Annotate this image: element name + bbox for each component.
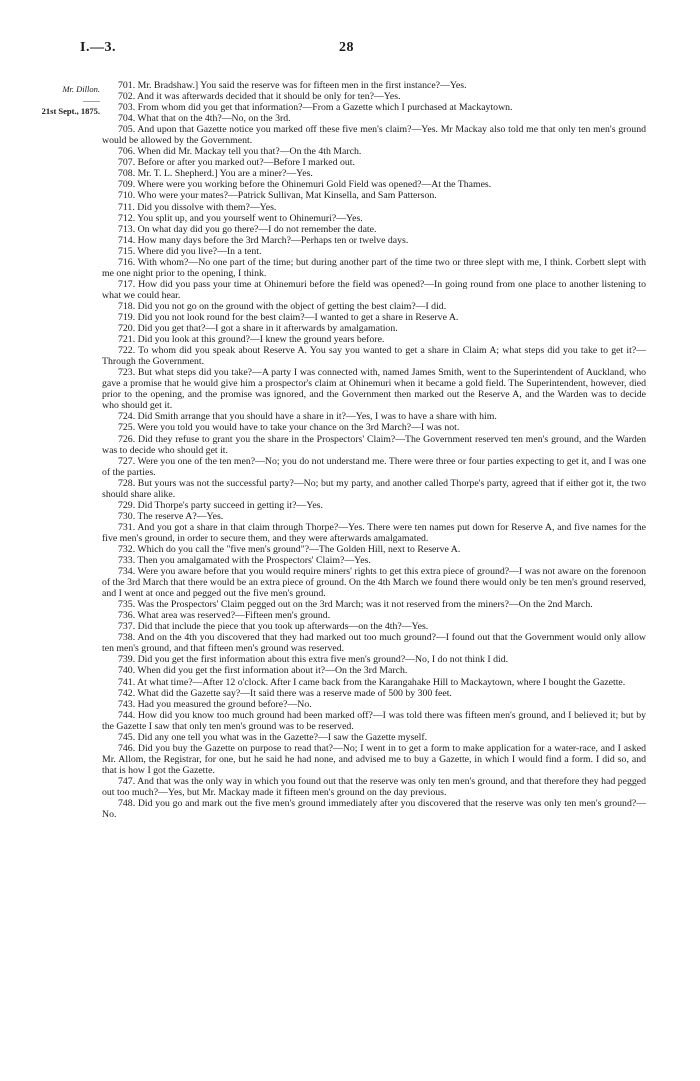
testimony-paragraph: 745. Did any one tell you what was in the Gazette?—I saw the Gazette myself. xyxy=(118,731,428,743)
testimony-paragraph: 737. Did that include the piece that you took up afterwards—on the 4th?—Yes. xyxy=(118,621,429,633)
testimony-paragraph: 714. How many days before the 3rd March?—Perhaps ten or twelve days. xyxy=(118,234,409,246)
testimony-paragraph: 703. From whom did you get that information?—From a Gazette which I purchased at Mackaytown. xyxy=(118,102,513,114)
testimony-paragraph: 713. On what day did you go there?—I do not remember the date. xyxy=(118,223,377,235)
page-number: 28 xyxy=(339,40,354,55)
testimony-paragraph: 727. Were you one of the ten men?—No; you do not understand me. There were three or four parties expecting to get it, and I was one of the parties. xyxy=(102,455,646,478)
testimony-paragraph: 724. Did Smith arrange that you should have a share in it?—Yes, I was to have a share with him. xyxy=(118,411,497,423)
testimony-paragraph: 716. With whom?—No one part of the time; but during another part of the time two or three slept with me, I think. Corbett slept with me one night prior to the opening, I think. xyxy=(102,256,646,279)
testimony-paragraph: 729. Did Thorpe's party succeed in getting it?—Yes. xyxy=(118,499,323,511)
testimony-paragraph: 747. And that was the only way in which you found out that the reserve was only ten men's ground, and that therefore they had pegged out too much?—Yes, but Mr. Mackay made it fifteen men's ground on the day previous. xyxy=(102,775,646,798)
testimony-paragraph: 748. Did you go and mark out the five men's ground immediately after you discovered that the reserve was only ten men's ground?—No. xyxy=(102,798,646,821)
testimony-paragraph: 746. Did you buy the Gazette on purpose to read that?—No; I went in to get a form to make application for a water-race, and I asked Mr. Allom, the Registrar, for one, but he said he had none, and advised me to buy a Gazette, in which I would find a form. I did so, and that is how I got the Gazette. xyxy=(102,742,646,776)
testimony-paragraph: 744. How did you know too much ground had been marked off?—I was told there was fifteen men's ground, and I believed it; but by the Gazette I saw that only ten men's ground was to be reserved. xyxy=(102,709,646,732)
testimony-paragraph: 723. But what steps did you take?—A party I was connected with, named James Smith, went to the Superintendent of Auckland, who gave a promise that he would give him a prospector's claim at Ohinemuri when it became a gold field. The Superintendent, however, died prior to the opening, and the promise was ignored, and the Government then marked out the Reserve A, and the Warden was to decide who should get it. xyxy=(102,367,646,412)
testimony-paragraph: 711. Did you dissolve with them?—Yes. xyxy=(118,201,277,213)
testimony-paragraph: 740. When did you get the first information about it?—On the 3rd March. xyxy=(118,665,408,677)
testimony-paragraph: 718. Did you not go on the ground with the object of getting the best claim?—I did. xyxy=(118,300,447,312)
testimony-paragraph: 741. At what time?—After 12 o'clock. After I came back from the Karangahake Hill to Mackaytown, where I bought the Gazette. xyxy=(118,676,626,688)
testimony-paragraph: 732. Which do you call the "five men's ground"?—The Golden Hill, next to Reserve A. xyxy=(118,543,461,555)
testimony-paragraph: 731. And you got a share in that claim through Thorpe?—Yes. There were ten names put down for Reserve A, and five names for the five men's ground, in order to secure them, and they were afterwards amalgamated. xyxy=(102,521,646,544)
testimony-paragraph: 715. Where did you live?—In a tent. xyxy=(118,245,262,257)
testimony-paragraph: 743. Had you measured the ground before?—No. xyxy=(118,698,312,710)
testimony-paragraph: 717. How did you pass your time at Ohinemuri before the field was opened?—In going round from one place to another listening to what we could hear. xyxy=(102,278,646,301)
testimony-paragraph: 739. Did you get the first information about this extra five men's ground?—No, I do not think I did. xyxy=(118,654,509,666)
testimony-paragraph: 738. And on the 4th you discovered that they had marked out too much ground?—I found out that the Government would only allow ten men's ground, and that fifteen men's ground was reserved. xyxy=(102,632,646,655)
testimony-paragraph: 735. Was the Prospectors' Claim pegged out on the 3rd March; was it not reserved from the miners?—On the 2nd March. xyxy=(118,599,593,611)
margin-date: 21st Sept., 1875. xyxy=(41,106,100,116)
testimony-paragraph: 725. Were you told you would have to take your chance on the 3rd March?—I was not. xyxy=(118,422,460,434)
testimony-paragraph: 706. When did Mr. Mackay tell you that?—On the 4th March. xyxy=(118,146,362,158)
margin-speaker: Mr. Dillon. xyxy=(62,84,100,94)
testimony-paragraph: 722. To whom did you speak about Reserve A. You say you wanted to get a share in Claim A; what steps did you take to get it?—Through the Government. xyxy=(102,345,646,368)
testimony-paragraph: 734. Were you aware before that you would require miners' rights to get this extra piece of ground?—I was not aware on the forenoon of the 3rd March that there would be an extra piece of ground. On the 4th March we found there would only be ten men's ground reserved, and I went at once and pegged out the five men's ground. xyxy=(102,566,646,600)
testimony-paragraph: 721. Did you look at this ground?—I knew the ground years before. xyxy=(118,334,385,346)
testimony-paragraph: 705. And upon that Gazette notice you marked off these five men's claim?—Yes. Mr Mackay also told me that only ten men's ground would be allowed by the Government. xyxy=(102,124,646,147)
testimony-paragraph: 726. Did they refuse to grant you the share in the Prospectors' Claim?—The Government reserved ten men's ground, and the Warden was to decide who should get it. xyxy=(102,433,646,456)
document-reference: I.—3. xyxy=(80,40,116,55)
testimony-paragraph: 710. Who were your mates?—Patrick Sullivan, Mat Kinsella, and Sam Patterson. xyxy=(118,190,437,202)
margin-dash: —— xyxy=(83,95,100,105)
testimony-paragraph: 728. But yours was not the successful party?—No; but my party, and another called Thorpe's party, agreed that if either got it, the two should share alike. xyxy=(102,477,646,500)
testimony-paragraph: 719. Did you not look round for the best claim?—I wanted to get a share in Reserve A. xyxy=(118,311,459,323)
testimony-paragraph: 720. Did you get that?—I got a share in it afterwards by amalgamation. xyxy=(118,323,398,335)
testimony-paragraph: 736. What area was reserved?—Fifteen men's ground. xyxy=(118,610,331,622)
testimony-paragraph: 701. Mr. Bradshaw.] You said the reserve was for fifteen men in the first instance?—Yes. xyxy=(118,80,467,91)
testimony-paragraph: 707. Before or after you marked out?—Before I marked out. xyxy=(118,157,355,169)
testimony-paragraph: 730. The reserve A?—Yes. xyxy=(118,510,224,522)
testimony-paragraph: 742. What did the Gazette say?—It said there was a reserve made of 500 by 300 feet. xyxy=(118,687,452,699)
testimony-body xyxy=(102,80,646,820)
testimony-paragraph: 708. Mr. T. L. Shepherd.] You are a miner?—Yes. xyxy=(118,168,313,180)
testimony-paragraph: 702. And it was afterwards decided that it should be only for ten?—Yes. xyxy=(118,91,401,103)
testimony-paragraph: 733. Then you amalgamated with the Prospectors' Claim?—Yes. xyxy=(118,555,371,567)
testimony-paragraph: 709. Where were you working before the Ohinemuri Gold Field was opened?—At the Thames. xyxy=(118,179,492,191)
testimony-paragraph: 712. You split up, and you yourself went to Ohinemuri?—Yes. xyxy=(118,212,363,224)
testimony-paragraph: 704. What that on the 4th?—No, on the 3rd. xyxy=(118,113,291,125)
